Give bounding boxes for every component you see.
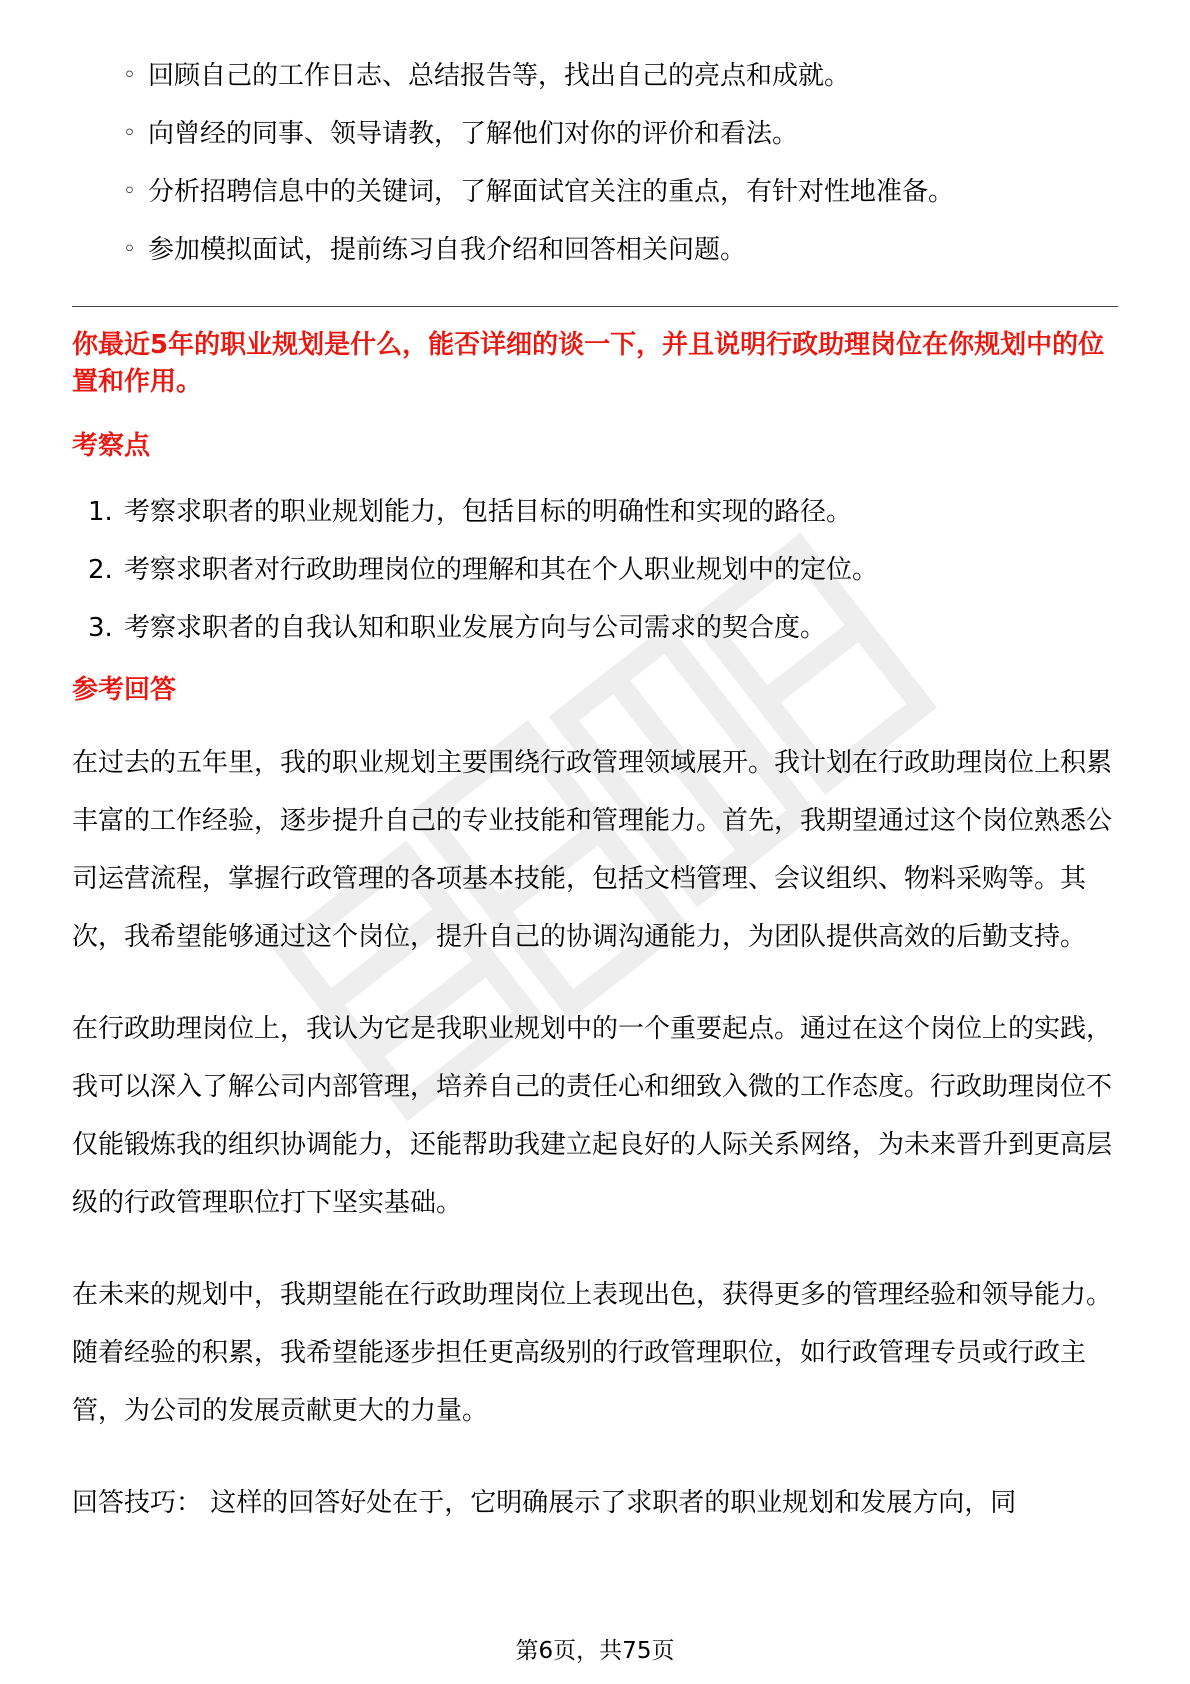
bullet-circle-icon: ◦ [123,237,136,262]
answer-paragraph: 在过去的五年里，我的职业规划主要围绕行政管理领域展开。我计划在行政助理岗位上积累丰富的工作经验，逐步提升自己的专业技能和管理能力。首先，我期望通过这个岗位熟悉公司运营流程，掌握行政管理的各项基本技能，包括文档管理、会议组织、物料采购等。其次，我希望能够通过这个岗位，提升自己的协调沟通能力，为团队提供高效的后勤支持。 [72,748,1113,952]
reference-answer-heading: 参考回答 [72,675,177,705]
bullet-circle-icon: ◦ [123,63,136,88]
assessment-list [72,494,1118,646]
item-number: 2. [88,555,113,585]
bullet-item [123,232,1118,268]
page-number-footer: 第6页，共75页 [515,1638,675,1664]
bullet-text: 参加模拟面试，提前练习自我介绍和回答相关问题。 [148,235,747,265]
answer-paragraph: 在未来的规划中，我期望能在行政助理岗位上表现出色，获得更多的管理经验和领导能力。随着经验的积累，我希望能逐步担任更高级别的行政管理职位，如行政管理专员或行政主管，为公司的发展贡献更大的力量。 [72,1280,1113,1426]
content-area [72,58,1118,1532]
item-number: 3. [88,613,113,643]
bullet-item [123,174,1118,210]
item-number: 1. [88,497,113,527]
bullet-circle-icon: ◦ [123,179,136,204]
section-divider [72,306,1118,307]
item-text: 考察求职者的自我认知和职业发展方向与公司需求的契合度。 [124,613,827,643]
interview-question: 你最近5年的职业规划是什么，能否详细的谈一下，并且说明行政助理岗位在你规划中的位置和作用。 [72,330,1105,397]
answer-tips-paragraph: 回答技巧： 这样的回答好处在于，它明确展示了求职者的职业规划和发展方向，同 [72,1488,1017,1518]
item-text: 考察求职者的职业规划能力，包括目标的明确性和实现的路径。 [124,497,853,527]
bullet-item [123,116,1118,152]
bullet-circle-icon: ◦ [123,121,136,146]
assessment-heading: 考察点 [72,431,151,461]
assessment-item [88,494,1118,530]
tips-bullet-list [72,58,1118,268]
bullet-text: 向曾经的同事、领导请教，了解他们对你的评价和看法。 [148,119,799,149]
item-text: 考察求职者对行政助理岗位的理解和其在个人职业规划中的定位。 [124,555,879,585]
bullet-item [123,58,1118,94]
assessment-item [88,552,1118,588]
assessment-item [88,610,1118,646]
answer-paragraph: 在行政助理岗位上，我认为它是我职业规划中的一个重要起点。通过在这个岗位上的实践，我可以深入了解公司内部管理，培养自己的责任心和细致入微的工作态度。行政助理岗位不仅能锻炼我的组织协调能力，还能帮助我建立起良好的人际关系网络，为未来晋升到更高层级的行政管理职位打下坚实基础。 [72,1014,1113,1218]
bullet-text: 分析招聘信息中的关键词，了解面试官关注的重点，有针对性地准备。 [148,177,955,207]
bullet-text: 回顾自己的工作日志、总结报告等，找出自己的亮点和成就。 [148,61,851,91]
